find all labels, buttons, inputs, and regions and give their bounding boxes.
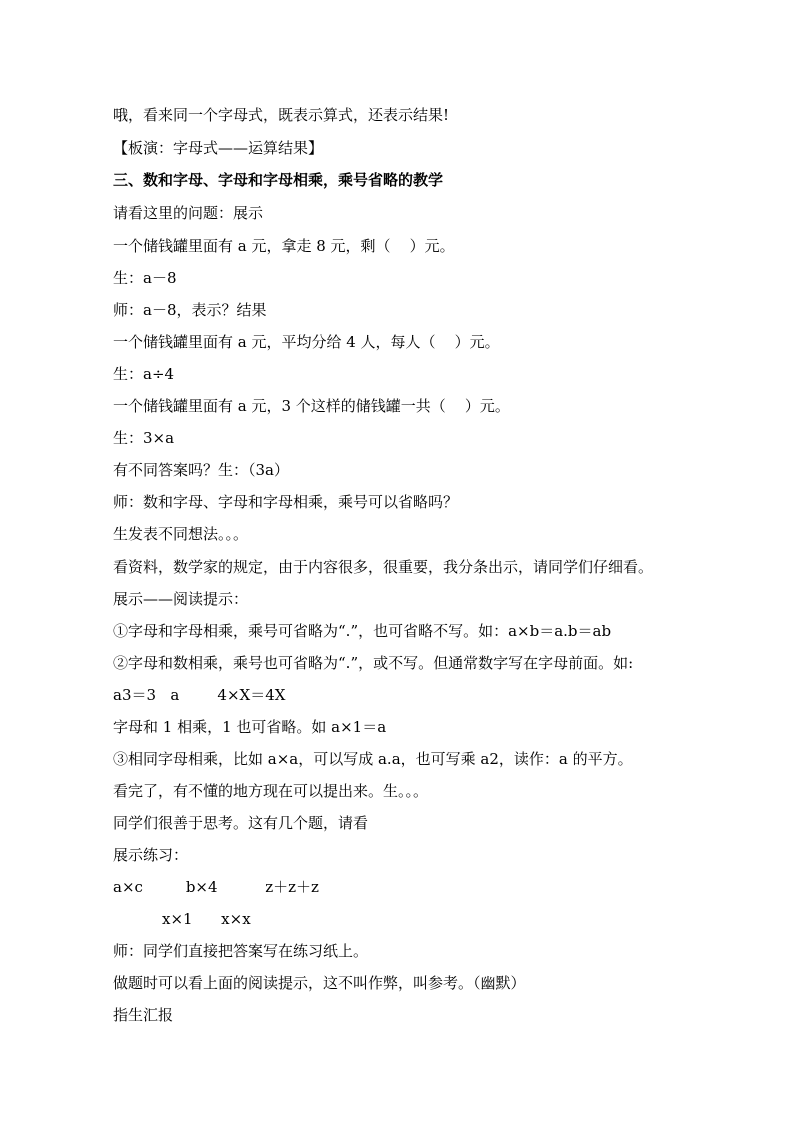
text-line-29: 指生汇报 [113, 1006, 174, 1024]
question-2: 一个储钱罐里面有 a 元，平均分给 4 人，每人（ ）元。 [113, 333, 500, 351]
question-1: 一个储钱罐里面有 a 元，拿走 8 元，剩（ ）元。 [113, 237, 455, 255]
reading-tip-2-example: a3＝3 a 4×X＝4X [113, 686, 286, 704]
text-line-28: 做题时可以看上面的阅读提示，这不叫作弊，叫参考。（幽默） [113, 974, 526, 992]
teacher-line-2: 师：数和字母、字母和字母相乘，乘号可以省略吗？ [113, 493, 459, 511]
student-answer-2: 生：a÷4 [113, 365, 175, 383]
student-answer-3: 生：3×a [113, 429, 175, 447]
text-line-22: 看完了，有不懂的地方现在可以提出来。生。。。 [113, 782, 429, 800]
student-answer-1: 生：a－8 [113, 269, 177, 287]
teacher-line-1: 师：a－8，表示？结果 [113, 301, 267, 319]
reading-tip-heading: 展示——阅读提示： [113, 590, 249, 608]
reading-tip-1: ①字母和字母相乘，乘号可省略为“.”，也可省略不写。如：a×b＝a.b＝ab [113, 622, 612, 640]
text-line-2: 【板演：字母式——运算结果】 [113, 139, 324, 157]
practice-row-1: a×c b×4 z＋z＋z [113, 878, 319, 896]
teacher-line-3: 师：同学们直接把答案写在练习纸上。 [113, 942, 369, 960]
text-line-4: 请看这里的问题：展示 [113, 204, 264, 222]
reading-tip-2: ②字母和数相乘，乘号也可省略为“.”，或不写。但通常数字写在字母前面。如: [113, 654, 634, 672]
text-line-14: 生发表不同想法。。。 [113, 525, 249, 543]
practice-heading: 展示练习： [113, 846, 189, 864]
reading-tip-2-note: 字母和 1 相乘，1 也可省略。如 a×1＝a [113, 718, 387, 736]
question-3: 一个储钱罐里面有 a 元，3 个这样的储钱罐一共（ ）元。 [113, 397, 510, 415]
reading-tip-3: ③相同字母相乘，比如 a×a，可以写成 a.a，也可写乘 a2，读作：a 的平方。 [113, 750, 633, 768]
text-line-23: 同学们很善于思考。这有几个题，请看 [113, 814, 369, 832]
text-line-1: 哦，看来同一个字母式，既表示算式，还表示结果! [113, 106, 450, 124]
text-line-12: 有不同答案吗？生：（3a） [113, 461, 289, 479]
practice-row-2: x×1 x×x [162, 910, 251, 928]
text-line-15: 看资料，数学家的规定，由于内容很多，很重要，我分条出示，请同学们仔细看。 [113, 558, 654, 576]
section-heading-3: 三、数和字母、字母和字母相乘，乘号省略的教学 [113, 171, 444, 189]
